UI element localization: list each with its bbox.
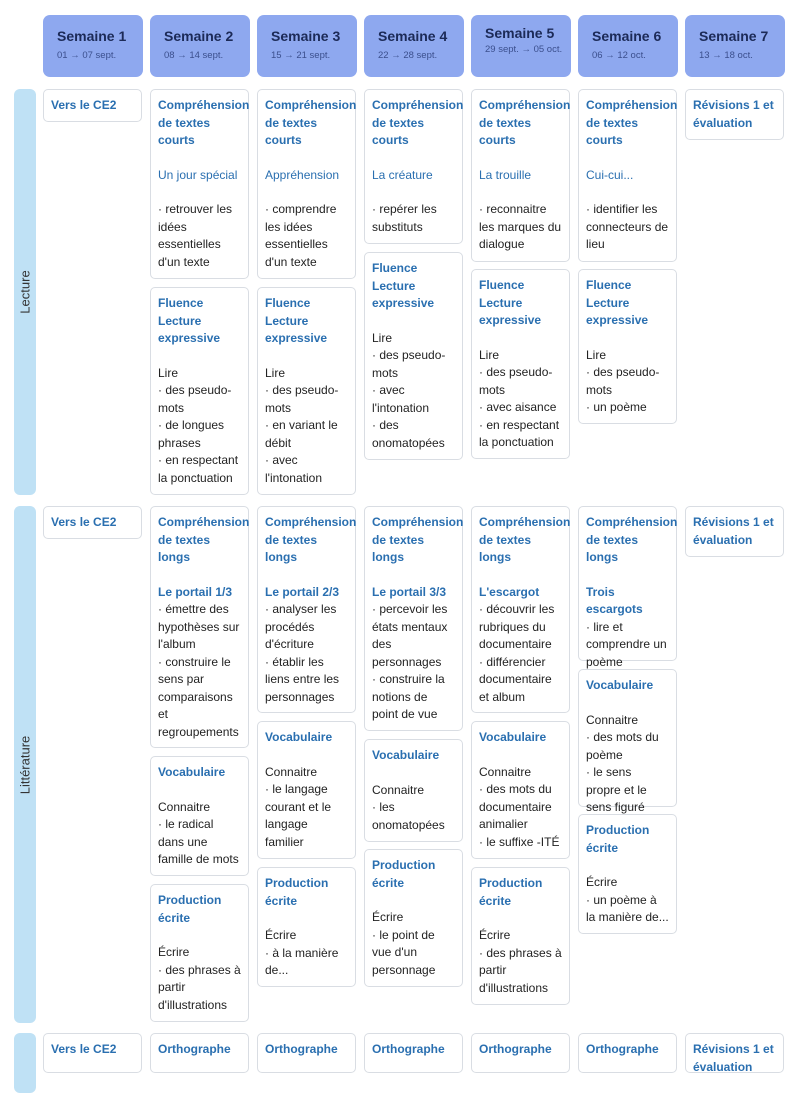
card-body: Connaitre · les onomatopées: [372, 782, 445, 832]
section-label-lecture: [14, 89, 36, 495]
card-subtitle: Trois escargots: [586, 584, 643, 616]
card-title: Vers le CE2: [51, 1042, 117, 1056]
card-body: Écrire · des phrases à partir d'illustrations: [158, 945, 241, 1012]
lesson-card[interactable]: [257, 721, 356, 859]
week-dates: 08 → 14 sept.: [164, 50, 224, 61]
week-title: Semaine 2: [164, 28, 234, 44]
card-body: Connaitre · le langage courant et le langage familier: [265, 764, 332, 849]
lesson-card[interactable]: [150, 506, 249, 748]
week-title: Semaine 4: [378, 28, 448, 44]
card-title: Compréhension de textes longs: [586, 515, 678, 564]
section-label-orthographe: [14, 1033, 36, 1093]
lesson-card[interactable]: [150, 89, 249, 279]
week-header-1[interactable]: [43, 15, 143, 77]
week-header-7[interactable]: [685, 15, 785, 77]
lesson-card[interactable]: [257, 506, 356, 713]
lesson-card[interactable]: [578, 269, 677, 424]
card-body: · reconnaitre les marques du dialogue: [479, 202, 562, 251]
card-body: · émettre des hypothèses sur l'album · construire le sens par comparaisons et regroupements: [158, 602, 240, 739]
lesson-card[interactable]: [471, 721, 570, 859]
lesson-card[interactable]: [471, 506, 570, 713]
card-subtitle: L'escargot: [479, 584, 540, 599]
card-title: Orthographe: [372, 1042, 445, 1056]
card-title: Production écrite: [372, 858, 436, 890]
lesson-card[interactable]: [685, 89, 784, 140]
week-header-3[interactable]: [257, 15, 357, 77]
week-dates: 06 → 12 oct.: [592, 50, 646, 61]
card-title: Orthographe: [158, 1042, 231, 1056]
card-title: Vocabulaire: [265, 730, 333, 744]
card-title: Fluence Lecture expressive: [265, 296, 328, 345]
lesson-card[interactable]: [150, 756, 249, 876]
card-title: Orthographe: [265, 1042, 338, 1056]
lesson-card[interactable]: [257, 1033, 356, 1073]
lesson-card[interactable]: [364, 739, 463, 842]
lesson-card[interactable]: [685, 506, 784, 557]
card-title: Production écrite: [586, 823, 650, 855]
card-title: Compréhension de textes courts: [372, 98, 464, 147]
card-body: Lire · des pseudo-mots · en variant le débit · avec l'intonation: [265, 365, 339, 485]
section-label-litterature: [14, 506, 36, 1023]
lesson-card[interactable]: [43, 506, 142, 539]
card-title: Production écrite: [265, 876, 329, 908]
card-body: · lire et comprendre un poème: [586, 619, 667, 669]
card-body: Lire · des pseudo-mots · un poème: [586, 347, 660, 414]
card-title: Compréhension de textes longs: [158, 515, 250, 564]
lesson-card[interactable]: [43, 89, 142, 122]
card-body: Écrire · à la manière de...: [265, 928, 339, 977]
lesson-card[interactable]: [364, 89, 463, 244]
card-body: · analyser les procédés d'écriture · établir les liens entre les personnages: [265, 602, 340, 704]
card-body: · retrouver les idées essentielles d'un texte: [158, 202, 233, 269]
card-subtitle: Le portail 1/3: [158, 584, 233, 599]
lesson-card[interactable]: [257, 89, 356, 279]
card-body: Écrire · un poème à la manière de...: [586, 875, 669, 924]
week-title: Semaine 6: [592, 28, 662, 44]
card-subtitle: Un jour spécial: [158, 167, 238, 182]
week-header-5[interactable]: [471, 15, 571, 77]
card-body: Écrire · le point de vue d'un personnage: [372, 910, 436, 977]
card-title: Compréhension de textes courts: [586, 98, 678, 147]
week-title: Semaine 1: [57, 28, 127, 44]
lesson-card[interactable]: [150, 884, 249, 1022]
week-dates: 13 → 18 oct.: [699, 50, 753, 61]
week-header-6[interactable]: [578, 15, 678, 77]
card-subtitle: Appréhension: [265, 167, 340, 182]
card-subtitle: La trouille: [479, 167, 532, 182]
card-body: Connaitre · des mots du poème · le sens propre et le sens figuré: [586, 712, 659, 814]
section-label-text: Lecture: [17, 270, 33, 314]
card-title: Orthographe: [586, 1042, 659, 1056]
week-title: Semaine 7: [699, 28, 769, 44]
card-title: Révisions 1 et évaluation: [693, 515, 774, 547]
card-title: Vocabulaire: [479, 730, 547, 744]
card-body: · repérer les substituts: [372, 202, 437, 234]
lesson-card[interactable]: [364, 506, 463, 731]
card-body: Lire · des pseudo-mots · avec aisance · en respectant la ponctuation: [479, 347, 560, 449]
lesson-card[interactable]: [685, 1033, 784, 1073]
card-body: · découvrir les rubriques du documentaire · différencier documentaire et album: [479, 602, 555, 704]
lesson-card[interactable]: [257, 287, 356, 495]
card-subtitle: Le portail 3/3: [372, 584, 447, 599]
lesson-card[interactable]: [471, 1033, 570, 1073]
lesson-card[interactable]: [364, 1033, 463, 1073]
card-title: Vocabulaire: [372, 748, 440, 762]
card-title: Fluence Lecture expressive: [586, 278, 649, 327]
card-body: · identifier les connecteurs de lieu: [586, 202, 669, 251]
card-title: Orthographe: [479, 1042, 552, 1056]
card-title: Fluence Lecture expressive: [158, 296, 221, 345]
card-subtitle: Cui-cui...: [586, 167, 634, 182]
week-title: Semaine 5: [485, 25, 555, 41]
lesson-card[interactable]: [150, 1033, 249, 1073]
lesson-card[interactable]: [578, 89, 677, 262]
week-dates: 22 → 28 sept.: [378, 50, 438, 61]
lesson-card[interactable]: [471, 89, 570, 262]
lesson-card[interactable]: [578, 1033, 677, 1073]
card-title: Vers le CE2: [51, 98, 117, 112]
card-title: Vocabulaire: [586, 678, 654, 692]
card-title: Compréhension de textes courts: [265, 98, 357, 147]
week-header-2[interactable]: [150, 15, 250, 77]
card-body: Lire · des pseudo-mots · avec l'intonation · des onomatopées: [372, 330, 446, 450]
lesson-card[interactable]: [578, 814, 677, 934]
card-title: Compréhension de textes longs: [479, 515, 571, 564]
card-subtitle: La créature: [372, 167, 433, 182]
card-body: · comprendre les idées essentielles d'un texte: [265, 202, 337, 269]
card-title: Vocabulaire: [158, 765, 226, 779]
card-title: Révisions 1 et évaluation: [693, 98, 774, 130]
week-header-4[interactable]: [364, 15, 464, 77]
lesson-card[interactable]: [257, 867, 356, 987]
card-body: Connaitre · le radical dans une famille de mots: [158, 799, 239, 866]
card-body: Connaitre · des mots du documentaire animalier · le suffixe -ITÉ: [479, 764, 560, 849]
card-title: Compréhension de textes longs: [265, 515, 357, 564]
lesson-card[interactable]: [364, 252, 463, 460]
week-dates: 01 → 07 sept.: [57, 50, 117, 61]
card-title: Compréhension de textes longs: [372, 515, 464, 564]
card-title: Compréhension de textes courts: [479, 98, 571, 147]
card-title: Fluence Lecture expressive: [479, 278, 542, 327]
card-body: Lire · des pseudo-mots · de longues phrases · en respectant la ponctuation: [158, 365, 239, 485]
lesson-card[interactable]: [471, 867, 570, 1005]
card-title: Révisions 1 et évaluation: [693, 1042, 774, 1074]
lesson-card[interactable]: [578, 506, 678, 669]
card-title: Production écrite: [479, 876, 543, 908]
week-title: Semaine 3: [271, 28, 341, 44]
card-title: Compréhension de textes courts: [158, 98, 250, 147]
card-body: · percevoir les états mentaux des personnages · construire la notions de point de vue: [372, 602, 448, 721]
card-subtitle: Le portail 2/3: [265, 584, 340, 599]
week-dates: 15 → 21 sept.: [271, 50, 331, 61]
lesson-card[interactable]: [150, 287, 249, 495]
week-dates: 29 sept. → 05 oct.: [485, 44, 563, 55]
lesson-card[interactable]: [578, 669, 677, 814]
lesson-card[interactable]: [364, 849, 463, 987]
card-title: Fluence Lecture expressive: [372, 261, 435, 310]
lesson-card[interactable]: [471, 269, 570, 459]
lesson-card[interactable]: [43, 1033, 142, 1073]
card-body: Écrire · des phrases à partir d'illustrations: [479, 928, 562, 995]
section-label-text: Littérature: [17, 735, 33, 794]
card-title: Vers le CE2: [51, 515, 117, 529]
card-title: Production écrite: [158, 893, 222, 925]
